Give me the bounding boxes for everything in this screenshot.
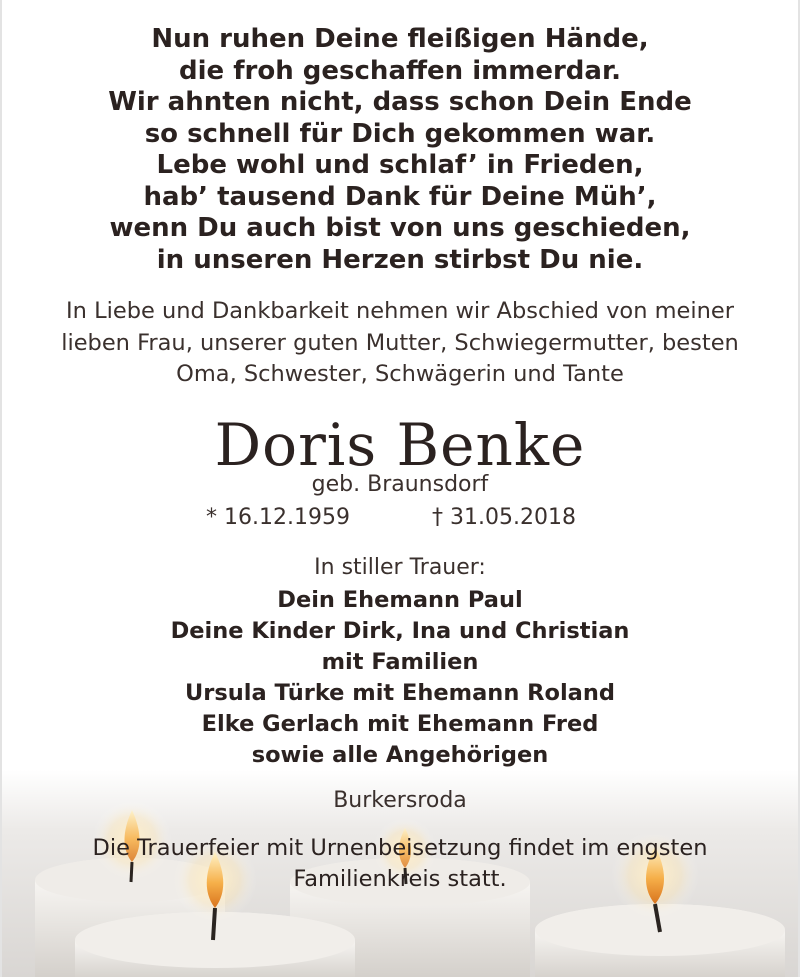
mourners-heading: In stiller Trauer: — [314, 555, 486, 580]
service-info — [0, 833, 800, 895]
mourner-line: Elke Gerlach mit Ehemann Fred — [201, 711, 599, 737]
poem-line: Wir ahnten nicht, dass schon Dein Ende — [108, 87, 692, 117]
service-line: Familienkreis statt. — [293, 866, 507, 892]
mourner-line: sowie alle Angehörigen — [251, 742, 549, 768]
intro-line: In Liebe und Dankbarkeit nehmen wir Abschied von meiner — [66, 298, 734, 324]
birth-date: * 16.12.1959 — [206, 505, 350, 530]
maiden-name: geb. Braunsdorf — [311, 472, 489, 497]
poem-line: die froh geschaffen immerdar. — [179, 55, 621, 86]
poem-line: so schnell für Dich gekommen war. — [144, 118, 656, 149]
poem-line: hab’ tausend Dank für Deine Müh’, — [143, 181, 657, 212]
life-dates — [0, 502, 800, 534]
death-date: † 31.05.2018 — [432, 505, 576, 530]
intro-line: lieben Frau, unserer guten Mutter, Schwiegermutter, besten — [61, 329, 739, 356]
mourner-line: Ursula Türke mit Ehemann Roland — [185, 680, 615, 706]
service-line: Die Trauerfeier mit Urnenbeisetzung findet im engsten — [92, 835, 708, 861]
mourners-list — [0, 585, 800, 771]
poem-line: Lebe wohl und schlaf’ in Frieden, — [156, 150, 644, 180]
deceased-name: Doris Benke — [214, 411, 586, 479]
intro-line: Oma, Schwester, Schwägerin und Tante — [176, 361, 624, 387]
poem — [0, 24, 800, 276]
poem-line: wenn Du auch bist von uns geschieden, — [109, 213, 691, 243]
poem-line: Nun ruhen Deine fleißigen Hände, — [151, 24, 649, 54]
farewell-intro — [0, 296, 800, 391]
poem-line: in unseren Herzen stirbst Du nie. — [156, 244, 644, 275]
mourner-line: Deine Kinder Dirk, Ina und Christian — [170, 618, 630, 644]
mourner-line: mit Familien — [321, 649, 479, 675]
mourner-line: Dein Ehemann Paul — [277, 587, 523, 613]
place-name: Burkersroda — [333, 788, 467, 813]
